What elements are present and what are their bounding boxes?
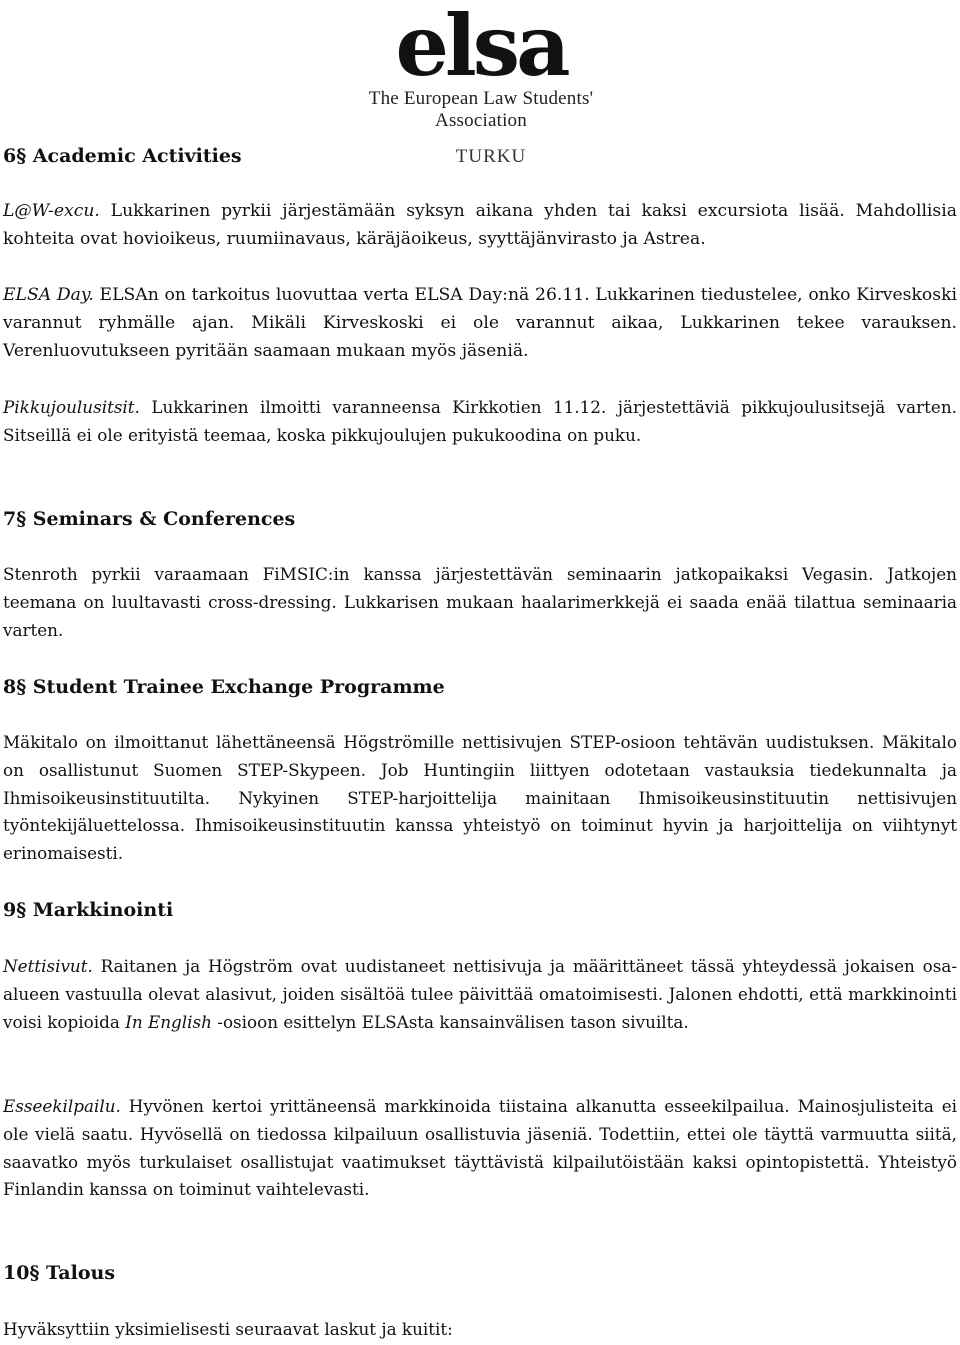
elsa-turku-logo (336, 0, 626, 167)
section-heading-academic-activities: 6§ Academic Activities (3, 145, 242, 167)
paragraph-law-excu (3, 198, 957, 254)
paragraph-label: ELSA Day. (3, 285, 94, 305)
paragraph-label: Esseekilpailu. (3, 1096, 121, 1116)
paragraph-label: L@W-excu. (3, 201, 100, 221)
paragraph-text: Mäkitalo on ilmoittanut lähettäneensä Högströmille nettisivujen STEP-osioon tehtävän uudistuksen. Mäkitalo on osallistunut Suomen STEP-Skypeen. Job Huntingiin liittyen odotetaan vastauksia tiedekunnalta ja Ihmisoikeusinstituutilta. Nykyinen STEP-harjoittelija mainitaan Ihmisoikeusinstituutin nettisivujen työntekijäluettelossa. Ihmisoikeusinstituutin kanssa yhteistyö on toiminut hyvin ja harjoittelija on viihtynyt erinomaisesti. (3, 732, 957, 864)
paragraph-esseekilpailu (3, 1093, 957, 1204)
paragraph-text: Hyvönen kertoi yrittäneensä markkinoida tiistaina alkanutta esseekilpailua. Mainosjulisteita ei ole vielä saatu. Hyvösellä on tiedossa kilpailuun osallistuvia jäseniä. Todettiin, ettei ole täyttä varmuutta siitä, saavatko myös turkulaiset osallistujat vaatimukset täyttävistä kilpailutöistään kaksi opintopistettä. Yhteistyö Finlandin kanssa on toiminut vaihtelevasti. (3, 1096, 957, 1200)
paragraph-nettisivut (3, 953, 957, 1036)
paragraph-text: -osioon esittelyn ELSAsta kansainvälisen tason sivuilta. (211, 1011, 689, 1032)
paragraph-text: Lukkarinen pyrkii järjestämään syksyn aikana yhden tai kaksi excursiota lisää. Mahdollisia kohteita ovat hovioikeus, ruumiinavaus, käräjäoikeus, syyttäjänvirasto ja Astrea. (3, 201, 957, 249)
elsa-logo-mark: elsa (395, 0, 567, 95)
paragraph-step (3, 729, 957, 868)
paragraph-seminars (3, 561, 957, 644)
section-heading-markkinointi: 9§ Markkinointi (3, 899, 174, 921)
elsa-logo-city: TURKU (455, 146, 527, 167)
elsa-logo-subtitle: The European Law Students' Association (368, 88, 594, 131)
paragraph-label: Nettisivut. (3, 956, 93, 976)
paragraph-emphasis: In English (125, 1011, 212, 1032)
paragraph-talous (3, 1316, 957, 1344)
section-heading-seminars: 7§ Seminars & Conferences (3, 508, 296, 530)
section-heading-talous: 10§ Talous (3, 1262, 116, 1284)
section-heading-step: 8§ Student Trainee Exchange Programme (3, 676, 445, 698)
paragraph-text: Hyväksyttiin yksimielisesti seuraavat laskut ja kuitit: (3, 1319, 453, 1339)
paragraph-text: Stenroth pyrkii varaamaan FiMSIC:in kanssa järjestettävän seminaarin jatkopaikaksi Vegasin. Jatkojen teemana on luultavasti cross-dressing. Lukkarisen mukaan haalarimerkkejä ei saada enää tilattua seminaaria varten. (3, 564, 957, 640)
paragraph-label: Pikkujoulusitsit. (3, 397, 140, 417)
paragraph-text: Raitanen ja Högström ovat uudistaneet nettisivuja ja määrittäneet tässä yhteydessä jokaisen osa-alueen vastuulla olevat alasivut, joiden sisältöä tulee päivittää omatoimisesti. Jalonen ehdotti, että markkinointi voisi kopioida (3, 956, 957, 1032)
paragraph-text: ELSAn on tarkoitus luovuttaa verta ELSA Day:nä 26.11. Lukkarinen tiedustelee, onko Kirveskoski varannut ryhmälle ajan. Mikäli Kirveskoski ei ole varannut aikaa, Lukkarinen tekee varauksen. Verenluovutukseen pyritään saamaan mukaan myös jäseniä. (3, 285, 957, 361)
paragraph-text: Lukkarinen ilmoitti varanneensa Kirkkotien 11.12. järjestettäviä pikkujoulusitsejä varten. Sitseillä ei ole erityistä teemaa, koska pikkujoulujen pukukoodina on puku. (3, 397, 957, 445)
paragraph-elsa-day (3, 282, 957, 365)
paragraph-pikkujoulusitsit (3, 394, 957, 450)
